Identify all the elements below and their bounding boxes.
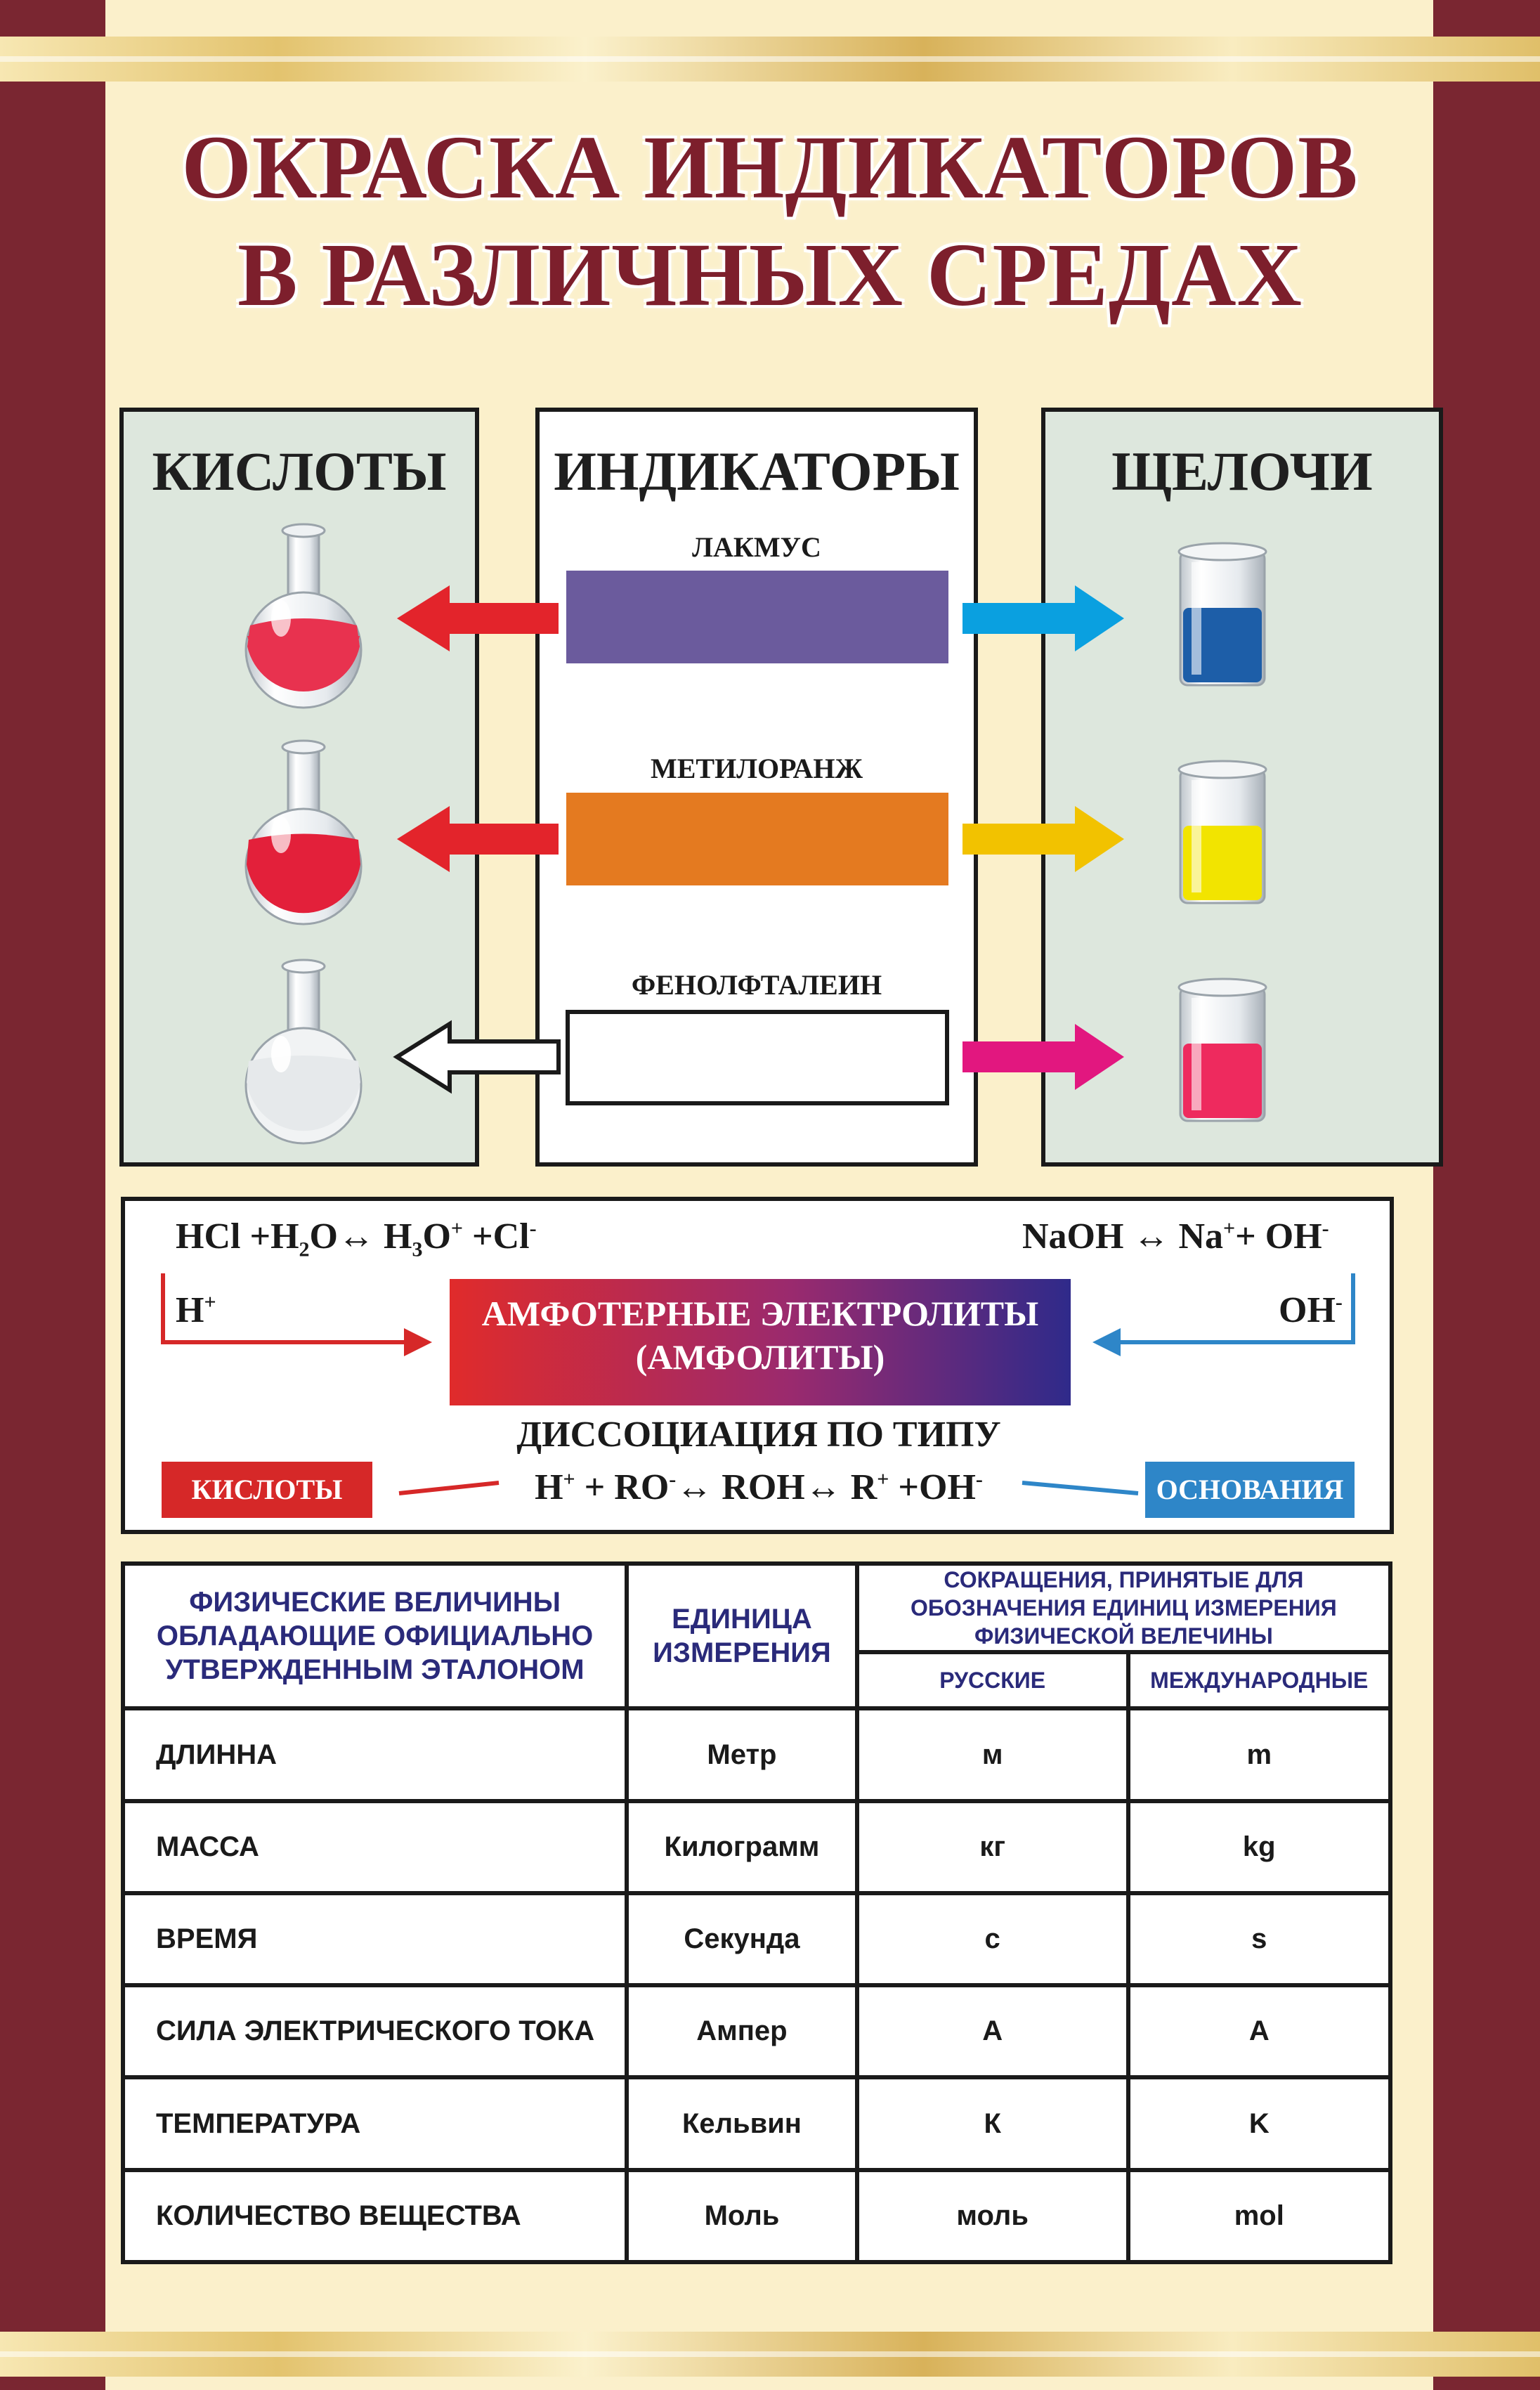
- ru-abbrev-cell: А: [857, 1985, 1128, 2077]
- base-dissociation-equation: NaOH ↔ Na++ OH-: [1022, 1216, 1329, 1256]
- dissociation-heading: ДИССОЦИАЦИЯ ПО ТИПУ: [516, 1415, 1001, 1455]
- unit-cell: Кельвин: [627, 2077, 857, 2169]
- col-header-unit: ЕДИНИЦА ИЗМЕРЕНИЯ: [627, 1564, 857, 1708]
- quantity-cell: ВРЕМЯ: [123, 1893, 627, 1985]
- table-row: [123, 1985, 1390, 2077]
- table-row: [123, 1801, 1390, 1893]
- ru-abbrev-cell: К: [857, 2077, 1128, 2169]
- quantity-cell: ТЕМПЕРАТУРА: [123, 2077, 627, 2169]
- intl-abbrev-cell: m: [1128, 1708, 1390, 1800]
- oh-ion-arrow-line: [1103, 1273, 1353, 1342]
- indicators-heading: ИНДИКАТОРЫ: [554, 441, 960, 502]
- h-ion-arrow-line: [163, 1273, 422, 1342]
- phenolphthalein-acid-arrow: [397, 1024, 559, 1090]
- indicator-label-litmus: ЛАКМУС: [692, 531, 821, 563]
- table-row: [123, 2170, 1390, 2262]
- base-link-line: [1022, 1483, 1138, 1493]
- table-header-row: [123, 1564, 1390, 1652]
- acid-dissociation-equation: HCl $+H_2O\leftrightarrow$ $H_3O^+ +Cl^-$: [176, 1216, 537, 1261]
- table-row: [123, 1708, 1390, 1800]
- indicator-label-methylorange: МЕТИЛОРАНЖ: [650, 753, 863, 784]
- beaker-litmus-alkali: [1179, 543, 1266, 685]
- acid-link-line: [399, 1483, 499, 1493]
- phenolphthalein-alkali-arrow: [962, 1024, 1124, 1090]
- ru-abbrev-cell: с: [857, 1893, 1128, 1985]
- amphoteric-line-1: АМФОТЕРНЫЕ ЭЛЕКТРОЛИТЫ: [481, 1294, 1039, 1333]
- oh-ion-arrowhead: [1092, 1328, 1121, 1356]
- h-ion-arrowhead: [404, 1328, 432, 1356]
- amphoteric-equation: H+ + RO-↔ ROH↔ R+ +OH-: [535, 1467, 983, 1507]
- intl-abbrev-cell: mol: [1128, 2170, 1390, 2262]
- intl-abbrev-cell: s: [1128, 1893, 1390, 1985]
- col-header-abbreviations: СОКРАЩЕНИЯ, ПРИНЯТЫЕ ДЛЯ ОБОЗНАЧЕНИЯ ЕДИНИЦ ИЗМЕРЕНИЯ ФИЗИЧЕСКОЙ ВЕЛЕЧИНЫ: [857, 1564, 1390, 1652]
- intl-abbrev-cell: kg: [1128, 1801, 1390, 1893]
- base-badge: ОСНОВАНИЯ: [1156, 1474, 1344, 1505]
- methylorange-acid-arrow: [397, 806, 559, 872]
- flask-phenolphthalein-acid: [246, 960, 361, 1143]
- beaker-phenolphthalein-alkali: [1179, 979, 1266, 1121]
- unit-cell: Ампер: [627, 1985, 857, 2077]
- intl-abbrev-cell: A: [1128, 1985, 1390, 2077]
- methylorange-bar: [566, 793, 948, 885]
- amphoteric-label: [450, 1292, 1071, 1379]
- col-header-quantity: ФИЗИЧЕСКИЕ ВЕЛИЧИНЫ ОБЛАДАЮЩИЕ ОФИЦИАЛЬНО УТВЕРЖДЕННЫМ ЭТАЛОНОМ: [123, 1564, 627, 1708]
- methylorange-alkali-arrow: [962, 806, 1124, 872]
- litmus-alkali-arrow: [962, 585, 1124, 651]
- acid-badge: КИСЛОТЫ: [191, 1474, 343, 1505]
- table-row: [123, 1893, 1390, 1985]
- amphoteric-line-2: (АМФОЛИТЫ): [635, 1337, 885, 1377]
- units-table: [121, 1561, 1392, 2264]
- ru-abbrev-cell: кг: [857, 1801, 1128, 1893]
- bottom-gold-stripe: [0, 2332, 1540, 2377]
- indicator-label-phenolphthalein: ФЕНОЛФТАЛЕИН: [631, 969, 882, 1001]
- quantity-cell: МАССА: [123, 1801, 627, 1893]
- litmus-acid-arrow: [397, 585, 559, 651]
- oh-ion-label: OH-: [1279, 1290, 1343, 1330]
- unit-cell: Секунда: [627, 1893, 857, 1985]
- beaker-methylorange-alkali: [1179, 761, 1266, 903]
- intl-abbrev-cell: K: [1128, 2077, 1390, 2169]
- alkali-heading: ЩЕЛОЧИ: [1111, 441, 1373, 502]
- title-line-1: ОКРАСКА ИНДИКАТОРОВ: [181, 117, 1359, 217]
- ru-abbrev-cell: м: [857, 1708, 1128, 1800]
- subheader-russian: РУССКИЕ: [857, 1652, 1128, 1708]
- ru-abbrev-cell: моль: [857, 2170, 1128, 2262]
- acids-heading: КИСЛОТЫ: [152, 441, 447, 502]
- flask-litmus-acid: [246, 524, 361, 708]
- title-line-2: В РАЗЛИЧНЫХ СРЕДАХ: [237, 225, 1303, 325]
- litmus-bar: [566, 571, 948, 663]
- flask-methylorange-acid: [246, 741, 361, 924]
- h-ion-label: H+: [176, 1290, 216, 1330]
- unit-cell: Метр: [627, 1708, 857, 1800]
- quantity-cell: КОЛИЧЕСТВО ВЕЩЕСТВА: [123, 2170, 627, 2262]
- quantity-cell: СИЛА ЭЛЕКТРИЧЕСКОГО ТОКА: [123, 1985, 627, 2077]
- table-row: [123, 2077, 1390, 2169]
- quantity-cell: ДЛИННА: [123, 1708, 627, 1800]
- phenolphthalein-bar: [568, 1012, 947, 1103]
- unit-cell: Моль: [627, 2170, 857, 2262]
- subheader-international: МЕЖДУНАРОДНЫЕ: [1128, 1652, 1390, 1708]
- unit-cell: Килограмм: [627, 1801, 857, 1893]
